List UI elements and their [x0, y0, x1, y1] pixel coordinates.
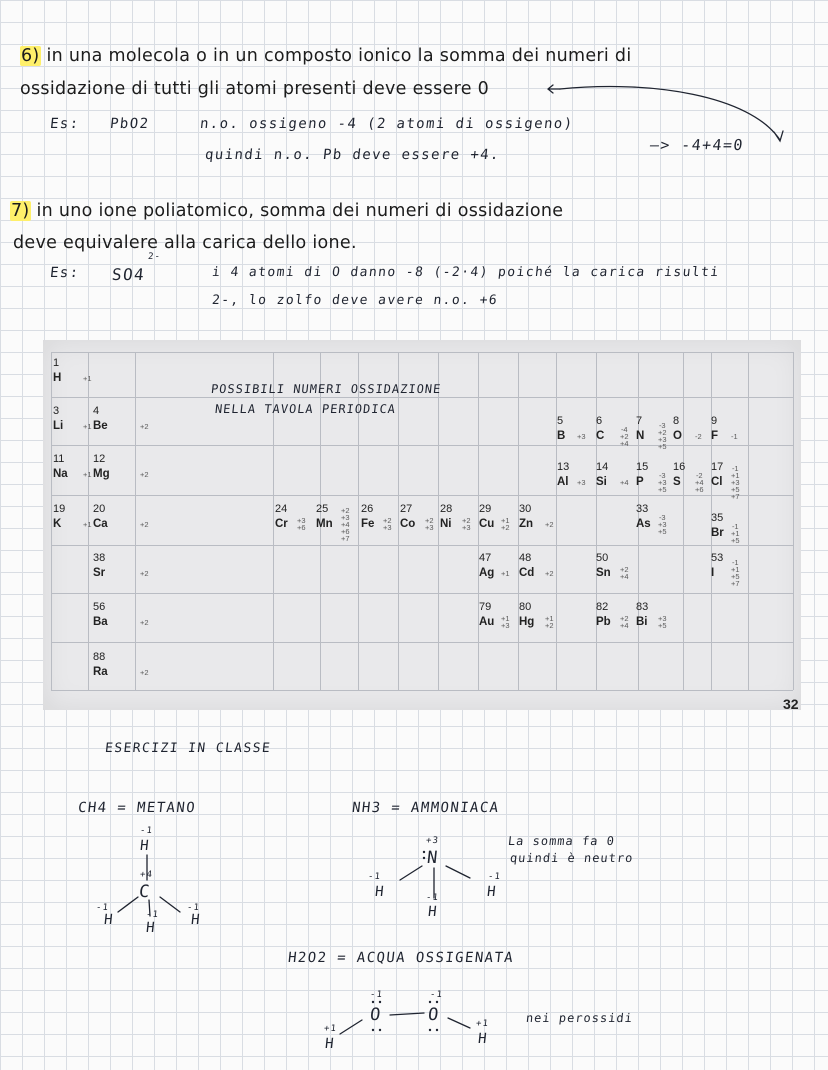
note-7-charge: 2- — [147, 252, 162, 262]
element-number: 13 — [557, 461, 570, 473]
peroxide-note: nei perossidi — [525, 1011, 634, 1025]
note-6-es: Es: — [49, 116, 81, 132]
element-symbol: Cr — [275, 518, 288, 530]
element-oxidation-states: +1 — [501, 568, 510, 578]
curved-arrow — [560, 87, 783, 141]
element-symbol: O — [673, 430, 682, 442]
note-6-result: —> -4+4=0 — [649, 136, 745, 154]
element-symbol: H — [53, 372, 62, 384]
element-oxidation-states: -1 — [731, 431, 738, 441]
element-number: 14 — [596, 461, 609, 473]
element-number: 20 — [93, 503, 106, 515]
note-6-text-1: n.o. ossigeno -4 (2 atomi di ossigeno) — [199, 116, 575, 132]
element-number: 16 — [673, 461, 686, 473]
note-6-formula: PbO2 — [109, 116, 151, 132]
element-symbol: Ra — [93, 666, 108, 678]
element-number: 29 — [479, 503, 492, 515]
element-symbol: Fe — [361, 518, 375, 530]
element-oxidation-states: +2 — [545, 568, 554, 578]
peroxide-h-left-charge: +1 — [323, 1024, 338, 1034]
methane-h-bottom-charge: -1 — [145, 910, 160, 920]
element-oxidation-states: +1 — [83, 469, 92, 479]
rule-6-text-2: ossidazione di tutti gli atomi presenti deve essere 0 — [20, 79, 490, 99]
note-7-es: Es: — [49, 265, 81, 281]
ammonia-h-bottom-charge: -1 — [425, 893, 440, 903]
element-symbol: Ag — [479, 567, 495, 579]
ammonia-h-left: H — [374, 884, 386, 900]
exercises-title: ESERCIZI IN CLASSE — [104, 741, 272, 756]
note-7-text-1: i 4 atomi di O danno -8 (-2·4) poiché la carica risulti — [211, 265, 721, 280]
peroxide-o-left-charge: -1 — [369, 990, 384, 1000]
note-7-text-2: 2-, lo zolfo deve avere n.o. +6 — [211, 293, 499, 308]
methane-c: C — [137, 882, 152, 902]
ammonia-h-left-charge: -1 — [367, 872, 382, 882]
element-oxidation-states: -1 +1 +5 +7 — [731, 558, 740, 588]
methane-bond-left — [118, 897, 138, 912]
element-number: 48 — [519, 552, 532, 564]
element-symbol: Ca — [93, 518, 108, 530]
element-number: 53 — [711, 552, 724, 564]
rule-7-text-1: in uno ione poliatomico, somma dei numeri di ossidazione — [36, 201, 564, 221]
element-oxidation-states: -4 +2 +4 — [620, 424, 629, 448]
element-oxidation-states: -3 +2 +3 +5 — [658, 421, 667, 451]
element-number: 5 — [557, 415, 564, 427]
element-number: 79 — [479, 601, 492, 613]
element-symbol: Au — [479, 616, 495, 628]
periodic-table-title-1: POSSIBILI NUMERI OSSIDAZIONE — [210, 382, 443, 396]
element-symbol: Ba — [93, 616, 108, 628]
element-number: 47 — [479, 552, 492, 564]
element-oxidation-states: +2 +3 — [383, 516, 392, 532]
element-oxidation-states: +2 — [140, 519, 149, 529]
element-oxidation-states: +1 — [83, 519, 92, 529]
periodic-table-title-2: NELLA TAVOLA PERIODICA — [214, 402, 397, 416]
element-symbol: P — [636, 476, 644, 488]
element-oxidation-states: +2 — [140, 667, 149, 677]
element-oxidation-states: +2 +3 — [425, 516, 434, 532]
element-number: 26 — [361, 503, 374, 515]
ammonia-note-2: quindi è neutro — [509, 851, 635, 865]
arrow-to-zero-small — [548, 85, 560, 93]
element-number: 15 — [636, 461, 649, 473]
element-symbol: S — [673, 476, 681, 488]
element-symbol: Br — [711, 527, 724, 539]
element-symbol: Mg — [93, 468, 110, 480]
methane-h-top: H — [139, 838, 151, 854]
element-number: 88 — [93, 651, 106, 663]
peroxide-o-right-charge: -1 — [429, 990, 444, 1000]
ammonia-label: NH3 = AMMONIACA — [351, 800, 501, 816]
element-oxidation-states: -2 +4 +6 — [695, 470, 704, 494]
element-oxidation-states: +2 — [140, 568, 149, 578]
peroxide-bond-o-o — [390, 1013, 424, 1015]
peroxide-label: H2O2 = ACQUA OSSIGENATA — [287, 950, 515, 966]
methane-h-left-charge: -1 — [95, 903, 110, 913]
peroxide-h-right: H — [477, 1031, 489, 1047]
element-oxidation-states: +1 — [83, 373, 92, 383]
element-symbol: Bi — [636, 616, 648, 628]
ammonia-bond-left — [400, 866, 422, 880]
element-number: 6 — [596, 415, 603, 427]
element-number: 82 — [596, 601, 609, 613]
element-number: 30 — [519, 503, 532, 515]
element-oxidation-states: +2 — [140, 617, 149, 627]
element-number: 17 — [711, 461, 724, 473]
element-symbol: I — [711, 567, 715, 579]
element-oxidation-states: -3 +3 +5 — [658, 470, 667, 494]
element-symbol: B — [557, 430, 566, 442]
element-oxidation-states: +1 — [83, 421, 92, 431]
rule-6-line-1 — [20, 46, 632, 66]
rule-7-line-1 — [10, 201, 563, 221]
peroxide-bond-left — [340, 1020, 362, 1034]
ammonia-n: N — [425, 848, 440, 868]
element-oxidation-states: +3 +5 — [658, 614, 667, 630]
element-symbol: Cd — [519, 567, 535, 579]
element-symbol: Zn — [519, 518, 534, 530]
element-symbol: Cl — [711, 476, 723, 488]
element-oxidation-states: -3 +3 +5 — [658, 512, 667, 536]
element-oxidation-states: +2 +3 +4 +6 +7 — [341, 505, 350, 543]
element-number: 83 — [636, 601, 649, 613]
ammonia-h-right: H — [486, 884, 498, 900]
element-number: 1 — [53, 357, 60, 369]
element-oxidation-states: +1 +2 — [501, 516, 510, 532]
element-number: 8 — [673, 415, 680, 427]
ammonia-h-bottom: H — [427, 904, 439, 920]
element-number: 7 — [636, 415, 643, 427]
element-oxidation-states: +3 +6 — [297, 516, 306, 532]
element-oxidation-states: +2 — [545, 519, 554, 529]
element-oxidation-states: +4 — [620, 477, 629, 487]
element-number: 11 — [53, 453, 65, 465]
element-oxidation-states: -1 +1 +5 — [731, 521, 740, 545]
rule-7-number: 7) — [11, 201, 30, 221]
ammonia-bond-right — [446, 866, 470, 878]
element-oxidation-states: +3 — [577, 477, 586, 487]
element-number: 3 — [53, 405, 60, 417]
element-oxidation-states: +3 — [577, 431, 586, 441]
element-oxidation-states: -1 +1 +3 +5 +7 — [731, 463, 740, 501]
element-symbol: Mn — [316, 518, 333, 530]
element-symbol: Sn — [596, 567, 611, 579]
element-symbol: F — [711, 430, 719, 442]
methane-h-top-charge: -1 — [139, 826, 154, 836]
rule-7-text-2: deve equivalere alla carica dello ione. — [13, 233, 357, 253]
page-number: 32 — [783, 696, 799, 712]
note-6-text-2: quindi n.o. Pb deve essere +4. — [204, 147, 501, 163]
periodic-table — [43, 340, 801, 710]
element-symbol: Na — [53, 468, 68, 480]
element-number: 38 — [93, 552, 106, 564]
element-number: 25 — [316, 503, 329, 515]
note-7-formula: SO4 — [111, 265, 147, 284]
element-symbol: C — [596, 430, 605, 442]
element-number: 19 — [53, 503, 66, 515]
element-number: 56 — [93, 601, 106, 613]
element-symbol: Ni — [440, 518, 452, 530]
element-symbol: N — [636, 430, 645, 442]
methane-h-left: H — [103, 912, 115, 928]
element-number: 4 — [93, 405, 100, 417]
element-symbol: Co — [400, 518, 416, 530]
methane-h-bottom: H — [145, 920, 157, 936]
rule-6-number: 6) — [21, 46, 40, 66]
element-symbol: As — [636, 518, 651, 530]
ammonia-n-charge: +3 — [425, 836, 440, 846]
methane-bond-right — [160, 897, 180, 912]
rule-6-text-1: in una molecola o in un composto ionico la somma dei numeri di — [46, 46, 632, 66]
element-symbol: Li — [53, 420, 64, 432]
element-number: 28 — [440, 503, 453, 515]
peroxide-o-left: O — [368, 1005, 383, 1025]
element-symbol: K — [53, 518, 62, 530]
element-oxidation-states: +2 +4 — [620, 565, 629, 581]
element-number: 80 — [519, 601, 532, 613]
element-oxidation-states: +2 +3 — [462, 516, 471, 532]
peroxide-h-left: H — [324, 1036, 336, 1052]
peroxide-h-right-charge: +1 — [475, 1019, 490, 1029]
methane-h-right: H — [190, 912, 202, 928]
element-number: 12 — [93, 453, 106, 465]
element-number: 27 — [400, 503, 413, 515]
element-oxidation-states: +2 +4 — [620, 614, 629, 630]
element-oxidation-states: +1 +3 — [501, 614, 510, 630]
element-number: 24 — [275, 503, 288, 515]
element-symbol: Si — [596, 476, 607, 488]
element-symbol: Hg — [519, 616, 535, 628]
ammonia-note-1: La somma fa 0 — [507, 834, 616, 848]
ammonia-h-right-charge: -1 — [487, 872, 502, 882]
methane-label: CH4 = METANO — [77, 800, 197, 816]
element-symbol: Pb — [596, 616, 611, 628]
element-number: 35 — [711, 512, 724, 524]
element-symbol: Cu — [479, 518, 495, 530]
methane-c-charge: +4 — [139, 870, 154, 880]
methane-h-right-charge: -1 — [186, 903, 201, 913]
element-symbol: Sr — [93, 567, 106, 579]
element-oxidation-states: +2 — [140, 469, 149, 479]
peroxide-bond-right — [448, 1018, 470, 1028]
element-number: 9 — [711, 415, 718, 427]
element-oxidation-states: +1 +2 — [545, 614, 554, 630]
element-oxidation-states: +2 — [140, 421, 149, 431]
peroxide-o-right: O — [426, 1005, 441, 1025]
element-symbol: Al — [557, 476, 569, 488]
element-number: 33 — [636, 503, 649, 515]
element-oxidation-states: -2 — [695, 431, 702, 441]
element-number: 50 — [596, 552, 609, 564]
element-symbol: Be — [93, 420, 108, 432]
